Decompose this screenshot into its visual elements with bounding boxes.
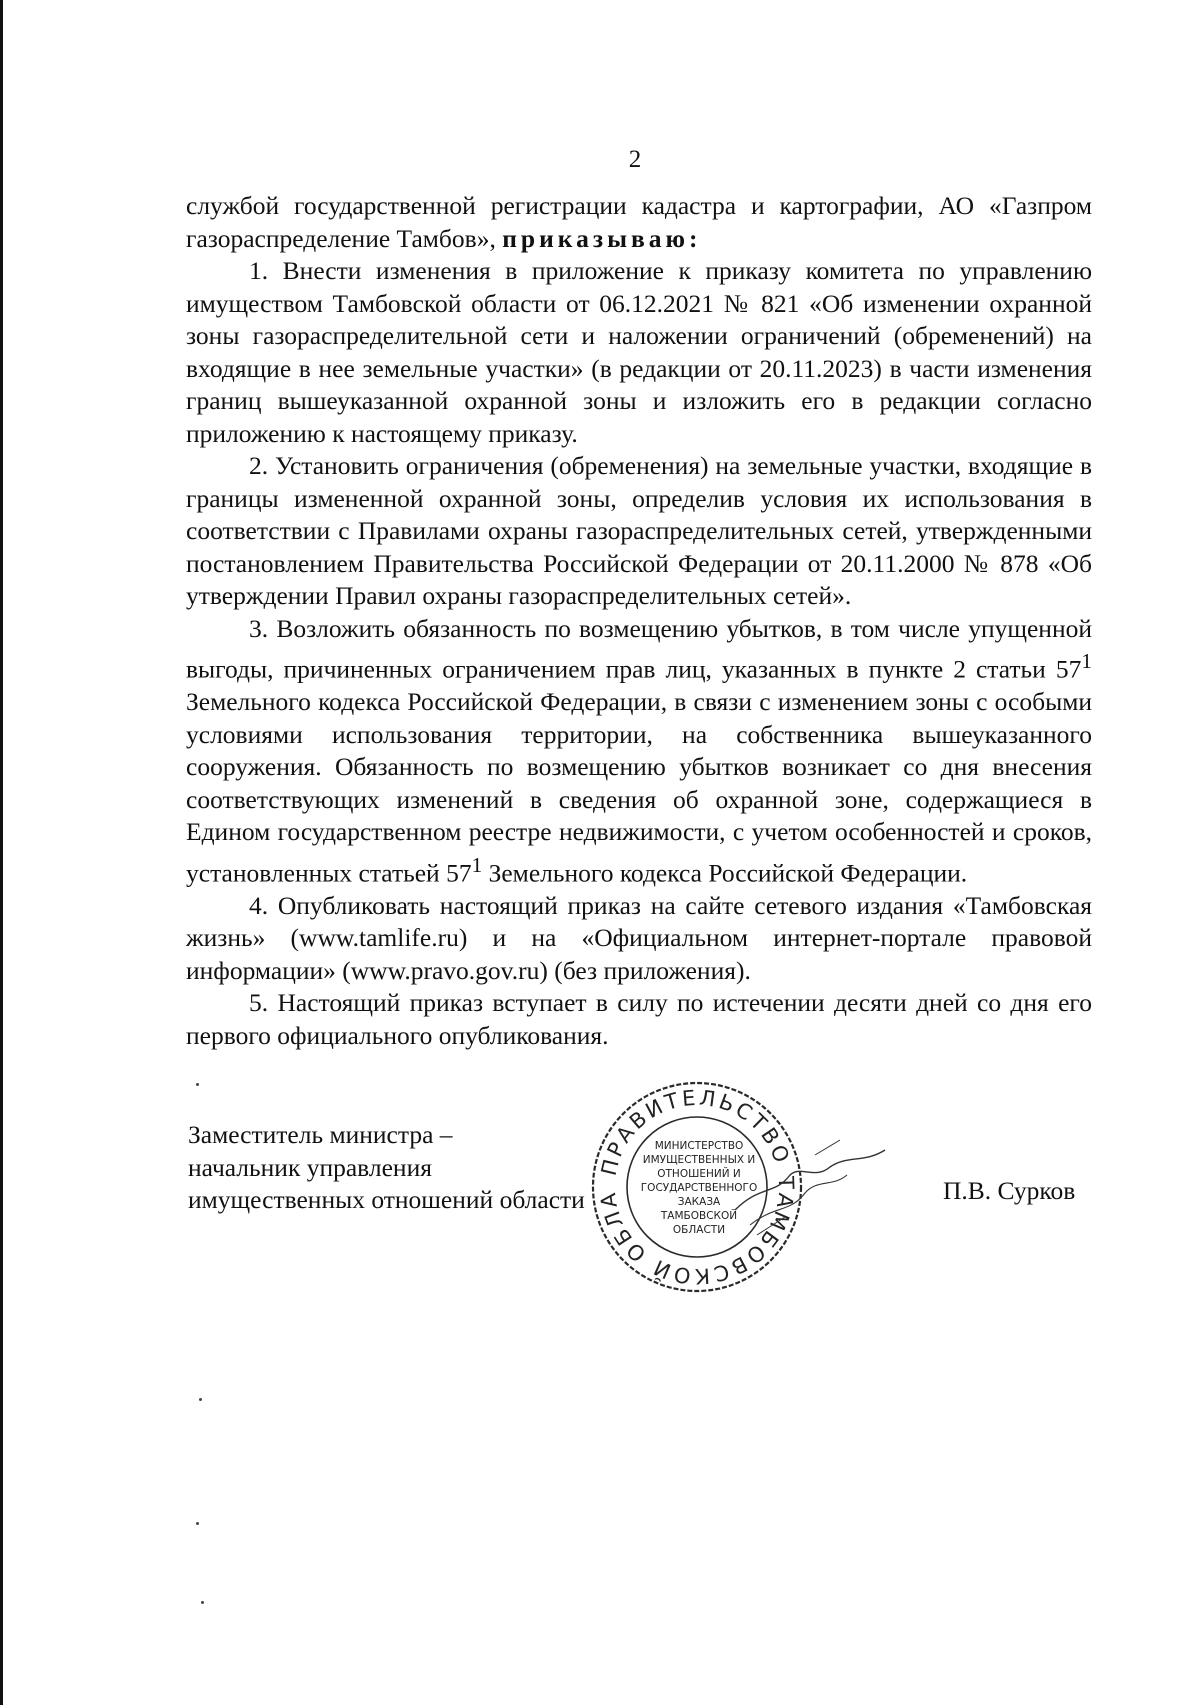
item-1: 1. Внести изменения в приложение к приказу комитета по управлению имуществом Тамбовской области от 06.12.2021 № 821 «Об изменении охранной зоны газораспределительной сети и наложении ограничений (обременений) на входящие в нее земельные участки» (в редакции от 20.11.2023) в части изменения границ вышеуказанной охранной зоны и изложить его в редакции согласно приложению к настоящему приказу. — [186, 256, 1092, 448]
svg-text:ТАМБОВСКОЙ: ТАМБОВСКОЙ — [660, 1210, 738, 1222]
svg-text:ОБЛАСТИ: ОБЛАСТИ — [672, 1224, 726, 1236]
item-3-part-1: 3. Возложить обязанность по возмещению убытков, в том числе упущенной выгоды, причиненных ограничением прав лиц, указанных в пункте 2 статьи 57 — [186, 613, 1092, 684]
signatory-title-line-2: начальник управления — [188, 1152, 432, 1182]
scan-left-edge — [0, 0, 3, 1705]
item-3-superscript-1: 1 — [1081, 649, 1092, 673]
scan-speck — [196, 1522, 199, 1525]
page-number: 2 — [628, 146, 642, 173]
intro-paragraph — [186, 190, 1092, 255]
scan-speck — [196, 1083, 199, 1086]
item-3-part-2: Земельного кодекса Российской Федерации, в связи с изменением зоны с особыми условиями использования территории, на собственника вышеуказанного сооружения. Обязанность по возмещению убытков возникает со дня внесения соответствующих изменений в сведения об охранной зоне, содержащиеся в Едином государственном реестре недвижимости, с учетом особенностей и сроков, установленных статьей 57 — [186, 687, 1092, 887]
svg-text:МИНИСТЕРСТВО: МИНИСТЕРСТВО — [654, 1140, 744, 1152]
intro-line-2: АО «Газпром газораспределение Тамбов», — [186, 191, 1093, 253]
svg-text:ОТНОШЕНИЙ И: ОТНОШЕНИЙ И — [657, 1168, 741, 1180]
document-body — [186, 190, 1092, 1052]
stamp-seal-icon — [585, 1075, 915, 1300]
signatory-title — [188, 1119, 585, 1217]
item-3-superscript-2: 1 — [471, 852, 483, 877]
svg-text:ГОСУДАРСТВЕННОГО: ГОСУДАРСТВЕННОГО — [640, 1182, 758, 1194]
official-stamp — [585, 1075, 915, 1300]
intro-line-1: службой государственной регистрации кадастра и картографии, — [186, 191, 924, 220]
scan-speck — [199, 1398, 202, 1401]
svg-text:ЗАКАЗА: ЗАКАЗА — [677, 1196, 721, 1208]
signatory-name: П.В. Сурков — [943, 1176, 1076, 1205]
signatory-title-line-1: Заместитель министра – — [188, 1120, 453, 1149]
item-3-part-3: Земельного кодекса Российской Федерации. — [482, 858, 968, 887]
item-4: 4. Опубликовать настоящий приказ на сайте сетевого издания «Тамбовская жизнь» (www.tamlife.ru) и на «Официальном интернет-портале правовой информации» (www.pravo.gov.ru) (без приложения). — [186, 890, 1092, 985]
item-2: 2. Установить ограничения (обременения) на земельные участки, входящие в границы измененной охранной зоны, определив условия их использования в соответствии с Правилами охраны газораспределительных сетей, утвержденными постановлением Правительства Российской Федерации от 20.11.2000 № 878 «Об утверждении Правил охраны газораспределительных сетей». — [186, 451, 1092, 610]
signatory-title-line-3: имущественных отношений области — [188, 1185, 585, 1214]
svg-text:ПРАВИТЕЛЬСТВО ТАМБОВСКОЙ ОБЛАС: ПРАВИТЕЛЬСТВО ТАМБОВСКОЙ ОБЛА — [595, 1085, 799, 1289]
order-colon: : — [689, 223, 702, 253]
item-3 — [186, 613, 1092, 890]
item-5: 5. Настоящий приказ вступает в силу по истечении десяти дней со дня его первого официального опубликования. — [186, 988, 1092, 1050]
order-keyword: приказываю — [502, 223, 689, 253]
scan-speck — [201, 1601, 204, 1604]
svg-text:ИМУЩЕСТВЕННЫХ И: ИМУЩЕСТВЕННЫХ И — [642, 1154, 756, 1166]
